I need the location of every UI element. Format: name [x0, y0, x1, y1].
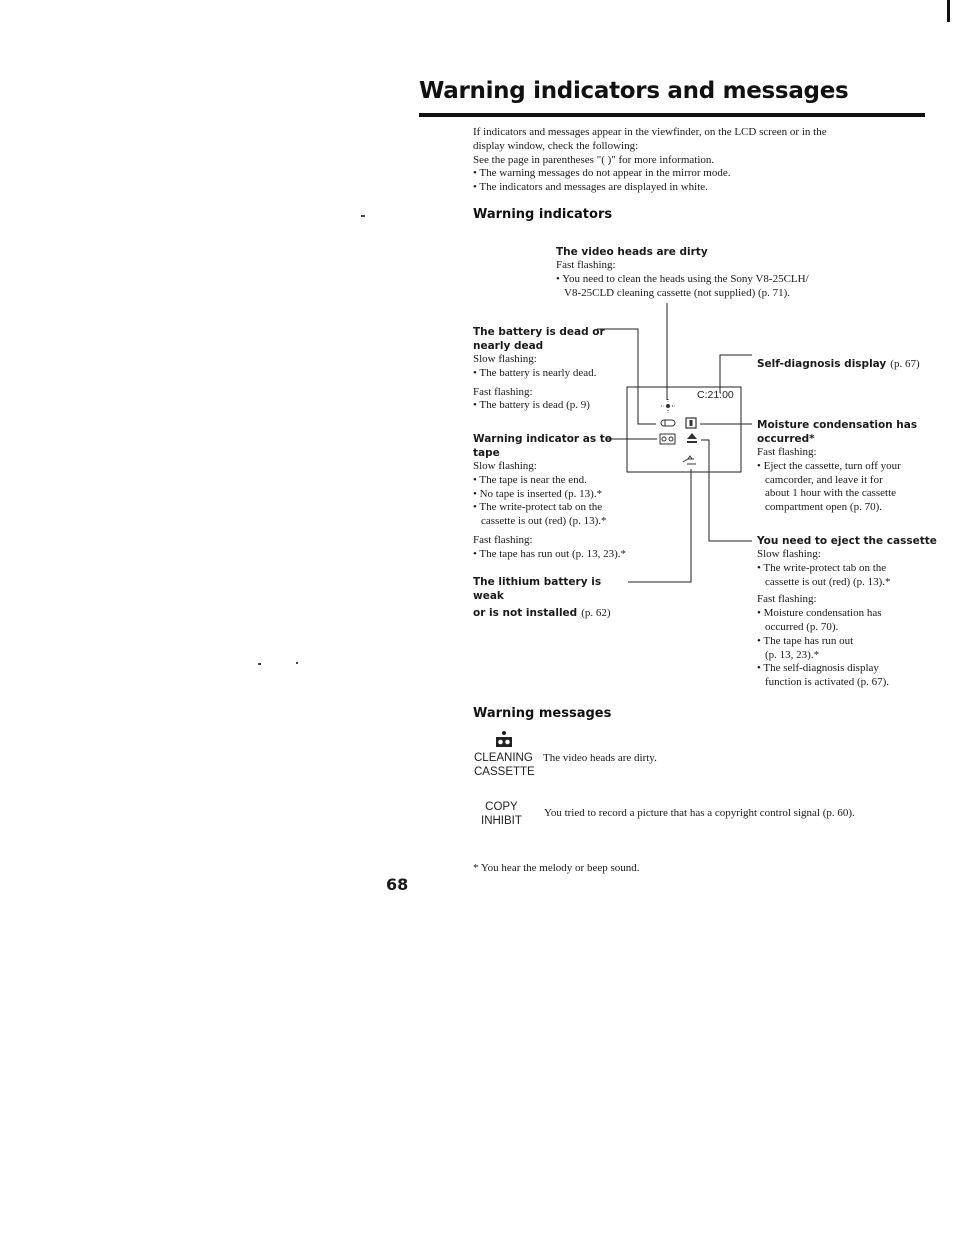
warning-messages-heading: Warning messages [473, 706, 612, 721]
copy-inhibit-message-code [481, 800, 522, 828]
lithium-title-2: or is not installed [473, 607, 578, 619]
lithium-title-1: The lithium battery is weak [473, 576, 602, 602]
moisture-icon [685, 417, 697, 429]
eject-slow-bullet-cont: cassette is out (red) (p. 13).* [765, 575, 891, 588]
eject-block [757, 534, 937, 690]
intro-bullet: • The warning messages do not appear in the mirror mode. [473, 167, 731, 180]
page-title: Warning indicators and messages [419, 78, 849, 104]
moisture-block [757, 418, 937, 515]
eject-icon [686, 432, 698, 444]
self-diagnosis-page-ref: (p. 67) [890, 358, 920, 370]
tape-title-2: tape [473, 447, 500, 459]
video-heads-dirty-icon [660, 399, 676, 413]
tape-cassette-icon [659, 433, 677, 445]
moisture-bullet: • Eject the cassette, turn off your [757, 459, 901, 472]
video-heads-bullet: • You need to clean the heads using the Sony V8-25CLH/ [556, 272, 809, 285]
video-heads-mode: Fast flashing: [556, 259, 616, 271]
eject-fast-bullet: • Moisture condensation has [757, 607, 882, 620]
cleaning-code-line: CASSETTE [474, 766, 535, 778]
tape-slow: Slow flashing: [473, 460, 537, 472]
cleaning-message-desc: The video heads are dirty. [543, 752, 657, 764]
video-heads-bullet-cont: V8-25CLD cleaning cassette (not supplied) (p. 71). [564, 286, 791, 299]
eject-fast-bullet: • The self-diagnosis display [757, 662, 879, 675]
intro-line: display window, check the following: [473, 139, 639, 152]
cleaning-code-line: CLEANING [474, 752, 533, 764]
eject-leader [701, 440, 752, 541]
video-heads-block [556, 245, 876, 300]
moisture-title-1: Moisture condensation has [757, 419, 918, 431]
eject-title: You need to eject the cassette [757, 535, 937, 547]
moisture-bullet-cont: about 1 hour with the cassette [765, 487, 897, 500]
moisture-bullet-cont: compartment open (p. 70). [765, 501, 882, 514]
copy-code-line: INHIBIT [481, 815, 522, 827]
battery-block [473, 325, 623, 413]
intro-bullet: • The indicators and messages are displayed in white. [473, 181, 708, 194]
eject-fast-bullet: • The tape has run out [757, 634, 854, 647]
eject-fast-bullet-cont: function is activated (p. 67). [765, 676, 890, 689]
lcd-time-code: C:21:00 [697, 389, 734, 401]
tape-fast: Fast flashing: [473, 533, 533, 546]
battery-title-1: The battery is dead or [473, 326, 605, 338]
copy-code-line: COPY [485, 801, 518, 813]
scan-mark [361, 215, 365, 217]
battery-icon [660, 418, 678, 428]
cleaning-cassette-icon [495, 730, 513, 748]
battery-title-2: nearly dead [473, 340, 544, 352]
scan-mark [296, 662, 298, 664]
battery-slow: Slow flashing: [473, 353, 537, 365]
scan-mark [258, 663, 261, 665]
eject-slow: Slow flashing: [757, 548, 821, 560]
lithium-page-ref: (p. 62) [581, 607, 611, 619]
video-heads-title: The video heads are dirty [556, 246, 708, 258]
eject-fast: Fast flashing: [757, 593, 817, 606]
eject-slow-bullet: • The write-protect tab on the [757, 561, 887, 574]
lithium-block [473, 575, 633, 621]
tape-bullet-cont: cassette is out (red) (p. 13).* [481, 515, 607, 528]
copy-inhibit-message-desc: You tried to record a picture that has a copyright control signal (p. 60). [544, 807, 855, 819]
intro-line: If indicators and messages appear in the viewfinder, on the LCD screen or in the [473, 126, 827, 138]
moisture-title-2: occurred* [757, 433, 815, 445]
tape-title-1: Warning indicator as to [473, 433, 612, 445]
moisture-mode: Fast flashing: [757, 446, 817, 458]
warning-indicators-heading: Warning indicators [473, 207, 613, 222]
battery-slow-bullet: • The battery is nearly dead. [473, 366, 597, 379]
tape-bullet: • The tape is near the end. [473, 473, 587, 486]
cleaning-message-code [474, 751, 535, 779]
self-diagnosis-title: Self-diagnosis display [757, 358, 887, 370]
footnote: * You hear the melody or beep sound. [473, 862, 640, 874]
moisture-bullet-cont: camcorder, and leave it for [765, 473, 883, 486]
self-diagnosis-block [757, 354, 920, 372]
tape-block [473, 432, 653, 562]
battery-fast: Fast flashing: [473, 385, 533, 398]
battery-fast-bullet: • The battery is dead (p. 9) [473, 399, 590, 412]
tape-fast-bullet: • The tape has run out (p. 13, 23).* [473, 547, 627, 560]
page-number: 68 [386, 875, 409, 894]
tape-bullet: • The write-protect tab on the [473, 501, 603, 514]
tape-bullet: • No tape is inserted (p. 13).* [473, 487, 603, 500]
eject-fast-bullet-cont: occurred (p. 70). [765, 620, 839, 633]
lithium-battery-icon [682, 455, 698, 467]
intro-line: See the page in parentheses "( )" for more information. [473, 153, 715, 166]
eject-fast-bullet-cont: (p. 13, 23).* [765, 648, 820, 661]
